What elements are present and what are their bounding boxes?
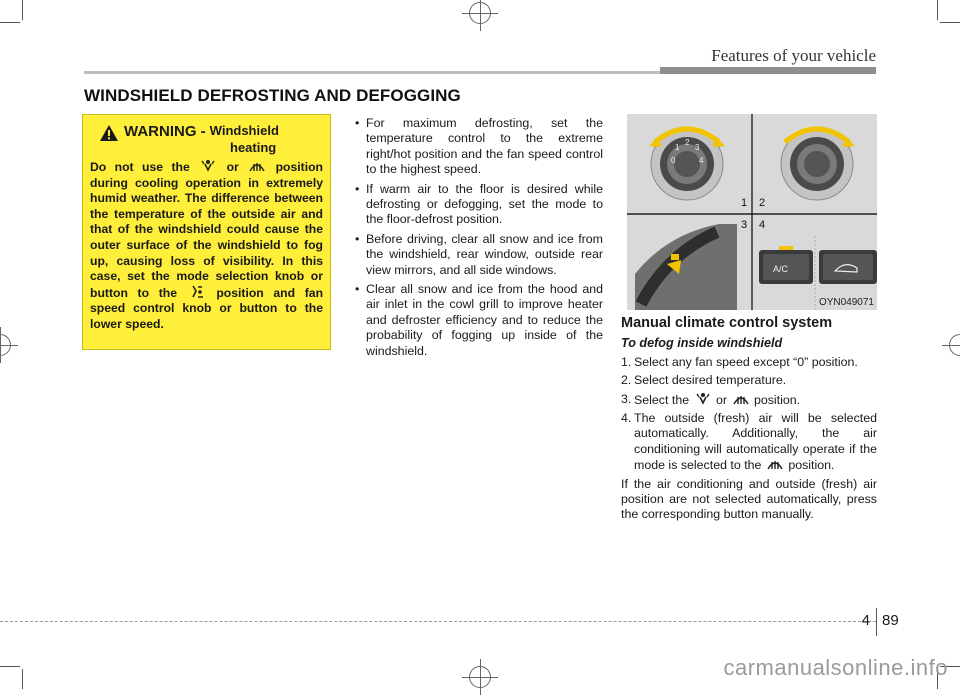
figure-illustration xyxy=(627,114,877,310)
figure-label: 1 xyxy=(741,197,748,209)
crop-mark xyxy=(937,0,938,20)
knob-number: 1 xyxy=(675,143,680,152)
page-number: 89 xyxy=(882,612,899,629)
floor-defrost-icon xyxy=(693,392,713,406)
running-header: Features of your vehicle xyxy=(711,46,876,65)
step-text: Select desired temperature. xyxy=(634,373,787,388)
warning-header xyxy=(90,123,323,141)
step-number: 1. xyxy=(621,354,632,369)
warning-text: Do not use the or position during cooling operation in extremely humid weather. The difference between the temperature of the outside air and that of the windshield could cause the outer surface of the windshield to fog up, causing loss of visibility. In this case, set the mode selection knob or button to the position and fan speed control knob or button to the lower speed. xyxy=(90,160,324,331)
list-item xyxy=(621,355,877,370)
figure-label: 4 xyxy=(759,219,766,231)
section-title: WINDSHIELD DEFROSTING AND DEFOGGING xyxy=(84,86,461,105)
manual-climate-heading: Manual climate control system xyxy=(621,315,833,331)
list-item: • For maximum defrosting, set the temperature control to the extreme right/hot position and the fan speed control to the highest speed. xyxy=(355,116,603,178)
step-text: Select any fan speed except “0” position. xyxy=(634,354,858,369)
step-number: 2. xyxy=(621,373,632,388)
warning-label: WARNING - xyxy=(124,123,206,140)
list-item: • Before driving, clear all snow and ice from the windshield, rear window, outside rear view mirrors, and all side windows. xyxy=(355,232,603,278)
warning-subject-continued: heating xyxy=(230,140,277,155)
list-item: 4. The outside (fresh) air will be selected automatically. Additionally, the air conditioning will automatically operate if the mode is selected to the position. xyxy=(621,411,877,473)
crop-mark xyxy=(0,666,20,667)
step-number: 4. xyxy=(621,411,632,426)
crop-mark xyxy=(0,22,20,23)
registration-mark xyxy=(949,334,960,356)
knob-number: 0 xyxy=(671,156,676,165)
page-number-divider xyxy=(876,608,877,636)
registration-mark xyxy=(469,2,491,24)
figure-label: 3 xyxy=(741,219,748,231)
defrost-icon xyxy=(765,457,785,471)
step-number: 3. xyxy=(621,391,632,406)
list-item: • Clear all snow and ice from the hood and air inlet in the cowl grill to improve heater and defroster efficiency and to reduce the probability of fogging up inside of the windshield. xyxy=(355,282,603,359)
list-item xyxy=(621,373,877,388)
manual-override-note: If the air conditioning and outside (fresh) air position are not selected automatically, press the corresponding button manually. xyxy=(621,476,877,522)
warning-triangle-icon xyxy=(100,125,118,141)
crop-mark xyxy=(940,22,960,23)
figure-label: 2 xyxy=(759,197,766,209)
warning-subject: Windshield xyxy=(209,123,279,138)
list-item: 3. Select the or position. xyxy=(621,391,801,407)
defrost-icon xyxy=(731,392,751,406)
crop-mark xyxy=(22,669,23,689)
knob-number: 4 xyxy=(699,156,704,165)
defrost-tips-list xyxy=(355,116,603,363)
registration-mark xyxy=(0,334,11,356)
chapter-number: 4 xyxy=(861,612,870,629)
floor-defrost-mode-icon xyxy=(187,285,207,299)
climate-control-figure xyxy=(627,114,877,310)
knob-number: 3 xyxy=(695,143,700,152)
header-accent-bar xyxy=(660,67,876,74)
floor-defrost-icon xyxy=(198,159,218,173)
footer-rule xyxy=(0,621,876,622)
manual-climate-section xyxy=(621,316,877,523)
registration-mark xyxy=(469,666,491,688)
knob-number: 2 xyxy=(685,138,690,147)
watermark: carmanualsonline.info xyxy=(723,655,948,680)
ac-button-label: A/C xyxy=(773,264,789,274)
defog-subheading: To defog inside windshield xyxy=(621,336,783,351)
figure-caption: OYN049071 xyxy=(818,297,874,308)
crop-mark xyxy=(22,0,23,20)
warning-box xyxy=(82,114,331,350)
defrost-icon xyxy=(247,159,267,173)
list-item: • If warm air to the floor is desired while defrosting or defogging, set the mode to the floor-defrost position. xyxy=(355,182,603,228)
